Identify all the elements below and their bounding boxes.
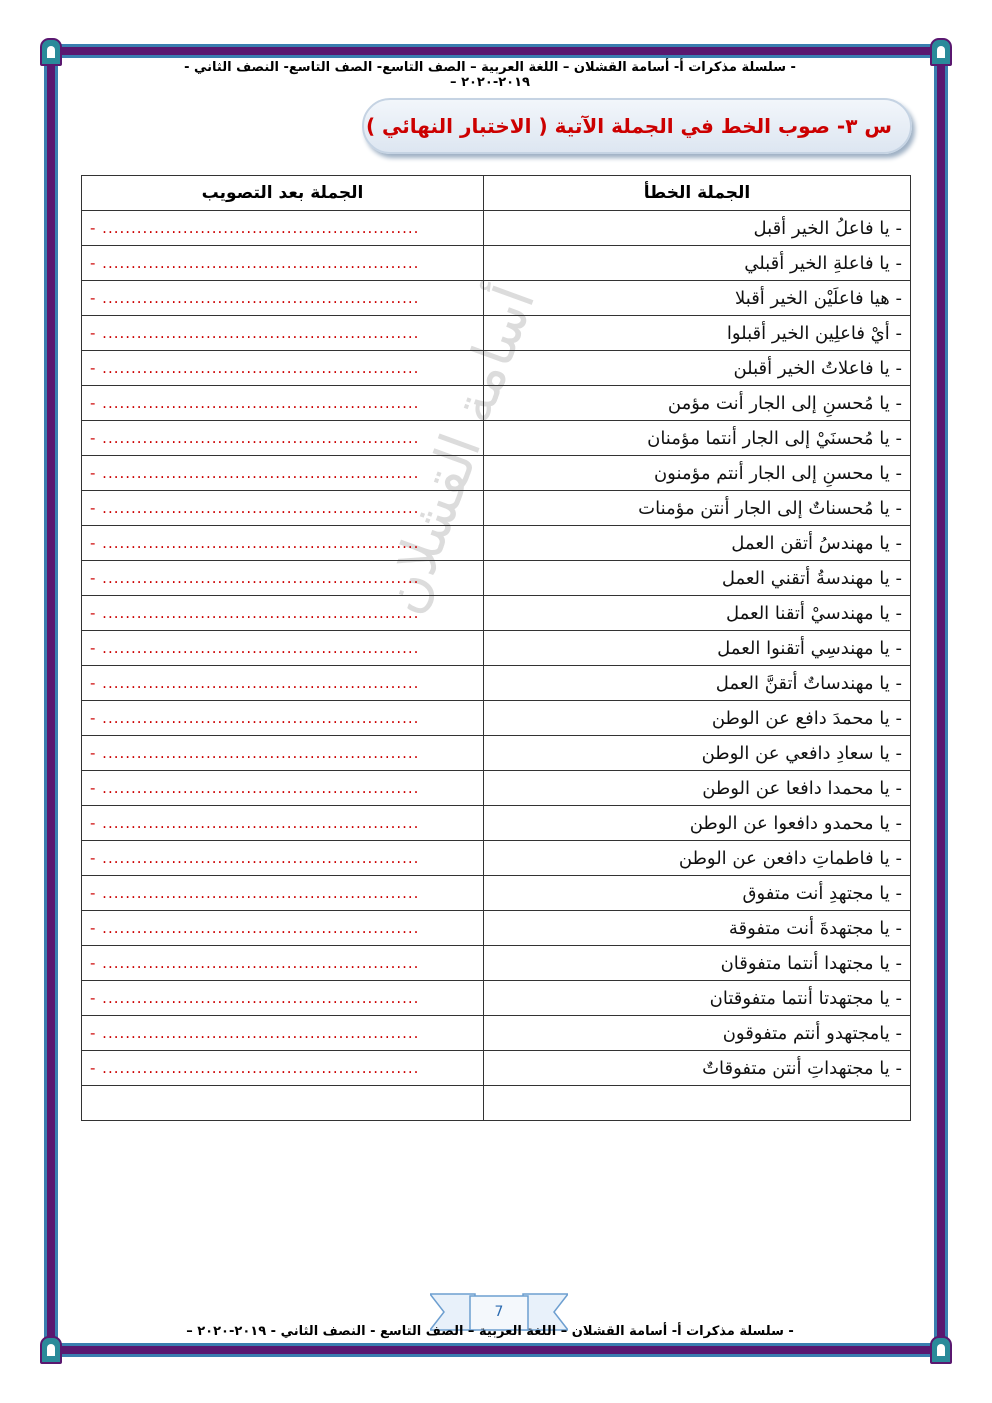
- wrong-sentence: - يا مُحسناتٌ إلى الجار أنتن مؤمنات: [484, 491, 911, 526]
- wrong-sentence: - يا مهندساتٌ أتقنَّ العمل: [484, 666, 911, 701]
- wrong-sentence: - يا سعادِ دافعي عن الوطن: [484, 736, 911, 771]
- answer-blank[interactable]: - .......................................................: [82, 876, 484, 911]
- answer-blank[interactable]: - .......................................................: [82, 211, 484, 246]
- answer-blank[interactable]: - .......................................................: [82, 281, 484, 316]
- answer-blank[interactable]: - .......................................................: [82, 421, 484, 456]
- wrong-sentence: - يا مجتهداتِ أنتن متفوقاتٌ: [484, 1051, 911, 1086]
- wrong-sentence: - هيا فاعلَيْن الخير أقبلا: [484, 281, 911, 316]
- wrong-sentence: - يا مجتهدةَ أنت متفوقة: [484, 911, 911, 946]
- wrong-sentence: - يا مهندسُ أتقن العمل: [484, 526, 911, 561]
- answer-blank[interactable]: - .......................................................: [82, 561, 484, 596]
- answer-blank[interactable]: - .......................................................: [82, 771, 484, 806]
- answer-blank[interactable]: - .......................................................: [82, 386, 484, 421]
- corner-ornament: [930, 1336, 952, 1364]
- table-row: [82, 911, 911, 946]
- answer-blank[interactable]: - .......................................................: [82, 911, 484, 946]
- table-row: [82, 1051, 911, 1086]
- answer-blank[interactable]: - .......................................................: [82, 701, 484, 736]
- wrong-sentence: - يا فاعلةِ الخير أقبلي: [484, 246, 911, 281]
- table-row: [82, 456, 911, 491]
- page-border-right: [934, 46, 948, 1351]
- answer-blank[interactable]: - .......................................................: [82, 841, 484, 876]
- correction-table: [81, 175, 911, 1121]
- wrong-sentence: - يا مجتهدِ أنت متفوق: [484, 876, 911, 911]
- table-row: [82, 666, 911, 701]
- page-number: 7: [494, 1304, 504, 1320]
- answer-blank[interactable]: - .......................................................: [82, 491, 484, 526]
- answer-blank[interactable]: - .......................................................: [82, 596, 484, 631]
- answer-blank[interactable]: - .......................................................: [82, 946, 484, 981]
- wrong-sentence: - يا مُحسنِ إلى الجار أنت مؤمن: [484, 386, 911, 421]
- table-row: [82, 421, 911, 456]
- table-header-row: [82, 176, 911, 211]
- wrong-sentence: - يا مهندسِي أتقنوا العمل: [484, 631, 911, 666]
- empty-cell: [484, 1086, 911, 1121]
- wrong-sentence: - يامجتهدو أنتم متفوقون: [484, 1016, 911, 1051]
- table-row: [82, 281, 911, 316]
- wrong-sentence: - يا محمدا دافعا عن الوطن: [484, 771, 911, 806]
- answer-blank[interactable]: - .......................................................: [82, 526, 484, 561]
- page-border-bottom: [48, 1343, 946, 1357]
- table-row: [82, 876, 911, 911]
- table-row: [82, 351, 911, 386]
- answer-blank[interactable]: - .......................................................: [82, 351, 484, 386]
- answer-blank[interactable]: - .......................................................: [82, 1051, 484, 1086]
- header-series-line: - سلسلة مذكرات أ- أسامة القشلان – اللغة العربية – الصف التاسع- الصف التاسع- النصف الثاني - ٢٠١٩-٢٠٢٠ –: [184, 60, 796, 90]
- answer-blank[interactable]: - .......................................................: [82, 631, 484, 666]
- table-row: [82, 981, 911, 1016]
- page-border-top: [48, 44, 946, 58]
- wrong-sentence: - يا محسنِ إلى الجار أنتم مؤمنون: [484, 456, 911, 491]
- wrong-sentence: - يا مُحسنَيْ إلى الجار أنتما مؤمنان: [484, 421, 911, 456]
- table-row: [82, 841, 911, 876]
- table-row: [82, 631, 911, 666]
- wrong-sentence: - يا فاعلُ الخير أقبل: [484, 211, 911, 246]
- table-row: [82, 596, 911, 631]
- wrong-sentence: - يا فاطماتِ دافعن عن الوطن: [484, 841, 911, 876]
- table-row: [82, 806, 911, 841]
- table-row: [82, 946, 911, 981]
- table-row: [82, 386, 911, 421]
- footer-series-line: - سلسلة مذكرات أ- أسامة القشلان – اللغة العربية – الصف التاسع - النصف الثاني - ٢٠١٩-٢٠٢٠ –: [186, 1324, 794, 1339]
- wrong-sentence: - أيْ فاعلِين الخير أقبلوا: [484, 316, 911, 351]
- corner-ornament: [930, 38, 952, 66]
- table-row: [82, 771, 911, 806]
- table-row: [82, 701, 911, 736]
- wrong-sentence: - يا فاعلاتُ الخير أقبلن: [484, 351, 911, 386]
- wrong-sentence: - يا مجتهدا أنتما متفوقان: [484, 946, 911, 981]
- question-title: س ٣- صوب الخط في الجملة الآتية ( الاختبار النهائي ): [365, 114, 892, 138]
- page-border-left: [44, 46, 58, 1351]
- table-row: [82, 561, 911, 596]
- answer-blank[interactable]: - .......................................................: [82, 1016, 484, 1051]
- wrong-sentence: - يا مجتهدتا أنتما متفوقتان: [484, 981, 911, 1016]
- watermark: أسامة القشلان: [370, 277, 549, 623]
- empty-cell: [82, 1086, 484, 1121]
- answer-blank[interactable]: - .......................................................: [82, 246, 484, 281]
- answer-blank[interactable]: - .......................................................: [82, 316, 484, 351]
- wrong-sentence: - يا محمدو دافعوا عن الوطن: [484, 806, 911, 841]
- answer-blank[interactable]: - .......................................................: [82, 806, 484, 841]
- table-row: [82, 211, 911, 246]
- wrong-sentence: - يا مهندسيْ أتقنا العمل: [484, 596, 911, 631]
- header-wrong: الجملة الخطأ: [484, 176, 911, 211]
- table-row: [82, 736, 911, 771]
- table-row: [82, 526, 911, 561]
- table-row: [82, 1016, 911, 1051]
- corner-ornament: [40, 1336, 62, 1364]
- table-row: [82, 316, 911, 351]
- header-corrected: الجملة بعد التصويب: [82, 176, 484, 211]
- answer-blank[interactable]: - .......................................................: [82, 981, 484, 1016]
- table-row: [82, 491, 911, 526]
- answer-blank[interactable]: - .......................................................: [82, 456, 484, 491]
- answer-blank[interactable]: - .......................................................: [82, 736, 484, 771]
- wrong-sentence: - يا محمدَ دافع عن الوطن: [484, 701, 911, 736]
- answer-blank[interactable]: - .......................................................: [82, 666, 484, 701]
- empty-row: [82, 1086, 911, 1121]
- question-title-box: [362, 98, 912, 154]
- wrong-sentence: - يا مهندسةُ أتقني العمل: [484, 561, 911, 596]
- table-row: [82, 246, 911, 281]
- corner-ornament: [40, 38, 62, 66]
